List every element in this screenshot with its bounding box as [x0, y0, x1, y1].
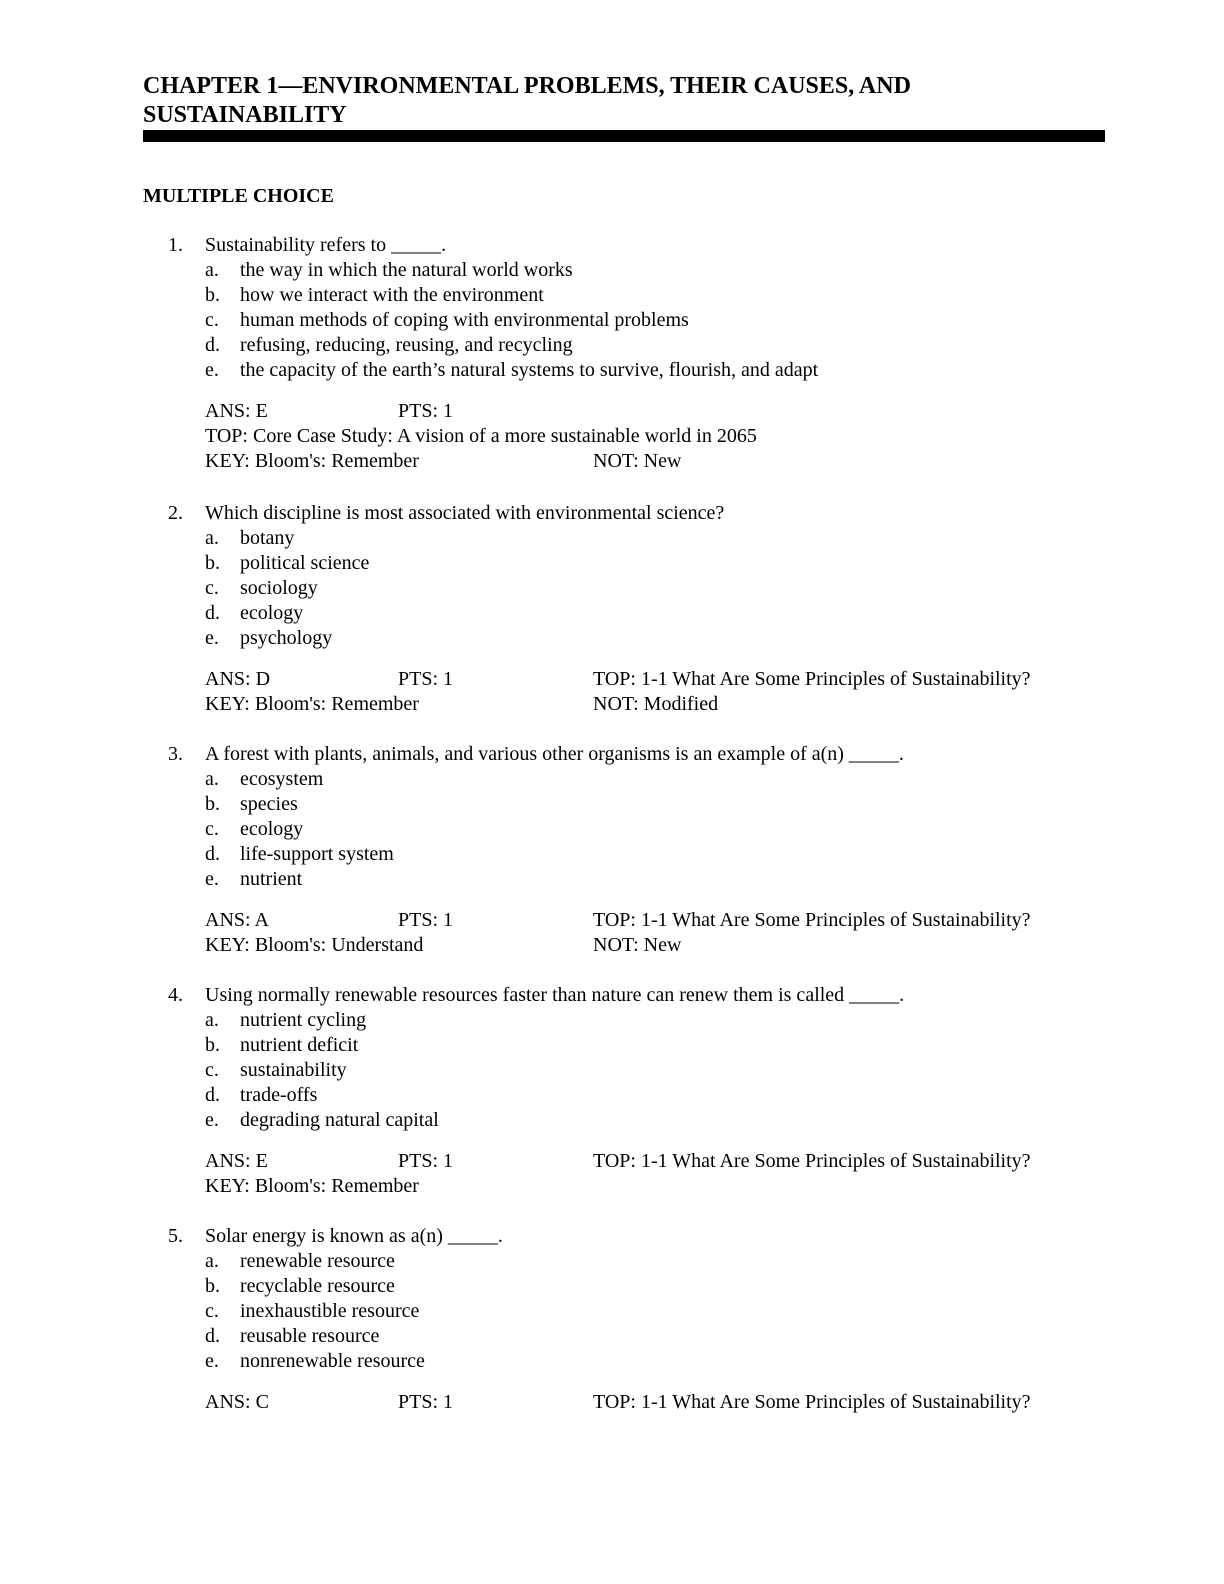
points: PTS: 1 [398, 1391, 454, 1413]
answer-meta [0, 1390, 1224, 1415]
bloom-key: KEY: Bloom's: Remember [205, 693, 419, 715]
bloom-key: KEY: Bloom's: Remember [205, 450, 419, 472]
choice-text: trade-offs [240, 1084, 318, 1106]
question-2 [0, 501, 1224, 717]
answer-key: ANS: A [205, 909, 269, 931]
choice-text: the way in which the natural world works [240, 259, 573, 281]
choice-a: a. ecosystem [205, 768, 324, 790]
choice-text: the capacity of the earth’s natural systems to survive, flourish, and adapt [240, 359, 819, 381]
answer-key: ANS: E [205, 400, 268, 422]
choice-text: life-support system [240, 843, 394, 865]
answer-meta [0, 667, 1224, 717]
question-number: 5. [168, 1225, 183, 1247]
choice-b: b. how we interact with the environment [205, 284, 544, 306]
choice-text: inexhaustible resource [240, 1300, 420, 1322]
question-1 [0, 233, 1224, 474]
choice-text: reusable resource [240, 1325, 380, 1347]
choice-e: e. the capacity of the earth’s natural systems to survive, flourish, and adapt [205, 359, 819, 381]
chapter-title: CHAPTER 1—ENVIRONMENTAL PROBLEMS, THEIR CAUSES, AND SUSTAINABILITY [143, 73, 911, 128]
answer-meta [0, 908, 1224, 958]
note: NOT: Modified [593, 693, 719, 715]
answer-meta [0, 399, 1224, 474]
answer-meta [0, 1149, 1224, 1199]
points: PTS: 1 [398, 400, 454, 422]
choice-text: botany [240, 527, 295, 549]
choice-e: e. nutrient [205, 868, 303, 890]
choice-b: b. recyclable resource [205, 1275, 395, 1297]
choice-text: species [240, 793, 298, 815]
choice-text: refusing, reducing, reusing, and recycling [240, 334, 573, 356]
choice-a: a. botany [205, 527, 295, 549]
question-4 [0, 983, 1224, 1199]
choice-text: recyclable resource [240, 1275, 395, 1297]
question-number: 2. [168, 502, 183, 524]
choice-text: human methods of coping with environmental problems [240, 309, 689, 331]
choice-text: nonrenewable resource [240, 1350, 425, 1372]
question-stem: Sustainability refers to _____. [205, 234, 447, 256]
question-stem: Using normally renewable resources faster than nature can renew them is called _____. [205, 984, 905, 1006]
choice-e: e. nonrenewable resource [205, 1350, 425, 1372]
choice-b: b. political science [205, 552, 370, 574]
choice-c: c. sustainability [205, 1059, 347, 1081]
choice-text: sociology [240, 577, 318, 599]
points: PTS: 1 [398, 1150, 454, 1172]
choice-a: a. the way in which the natural world works [205, 259, 573, 281]
choice-text: psychology [240, 627, 333, 649]
topic: TOP: Core Case Study: A vision of a more sustainable world in 2065 [205, 425, 757, 447]
choice-text: sustainability [240, 1059, 347, 1081]
answer-key: ANS: E [205, 1150, 268, 1172]
choice-c: c. sociology [205, 577, 318, 599]
question-number: 1. [168, 234, 183, 256]
choice-d: d. refusing, reducing, reusing, and recycling [205, 334, 573, 356]
choice-text: ecosystem [240, 768, 324, 790]
note: NOT: New [593, 450, 682, 472]
question-stem: Solar energy is known as a(n) _____. [205, 1225, 503, 1247]
choice-d: d. trade-offs [205, 1084, 318, 1106]
topic: TOP: 1-1 What Are Some Principles of Sustainability? [593, 1391, 1031, 1413]
choice-text: degrading natural capital [240, 1109, 439, 1131]
choice-e: e. degrading natural capital [205, 1109, 439, 1131]
choice-d: d. reusable resource [205, 1325, 380, 1347]
choice-d: d. life-support system [205, 843, 394, 865]
choice-text: ecology [240, 602, 304, 624]
choice-b: b. species [205, 793, 298, 815]
choice-text: nutrient deficit [240, 1034, 359, 1056]
topic: TOP: 1-1 What Are Some Principles of Sustainability? [593, 909, 1031, 931]
choice-a: a. nutrient cycling [205, 1009, 367, 1031]
question-stem: A forest with plants, animals, and various other organisms is an example of a(n) _____. [205, 743, 904, 765]
choice-text: renewable resource [240, 1250, 395, 1272]
choice-text: political science [240, 552, 370, 574]
choice-text: ecology [240, 818, 304, 840]
choice-d: d. ecology [205, 602, 304, 624]
choice-c: c. inexhaustible resource [205, 1300, 420, 1322]
points: PTS: 1 [398, 668, 454, 690]
question-5 [0, 1224, 1224, 1415]
choice-text: nutrient [240, 868, 303, 890]
bloom-key: KEY: Bloom's: Understand [205, 934, 424, 956]
choice-c: c. ecology [205, 818, 304, 840]
choice-b: b. nutrient deficit [205, 1034, 359, 1056]
title-rule [143, 130, 1105, 142]
choice-e: e. psychology [205, 627, 333, 649]
answer-key: ANS: C [205, 1391, 269, 1413]
choice-text: nutrient cycling [240, 1009, 367, 1031]
section-heading: MULTIPLE CHOICE [143, 185, 334, 207]
answer-key: ANS: D [205, 668, 271, 690]
question-3 [0, 742, 1224, 958]
question-number: 3. [168, 743, 183, 765]
question-number: 4. [168, 984, 183, 1006]
question-stem: Which discipline is most associated with environmental science? [205, 502, 725, 524]
topic: TOP: 1-1 What Are Some Principles of Sustainability? [593, 668, 1031, 690]
note: NOT: New [593, 934, 682, 956]
choice-a: a. renewable resource [205, 1250, 395, 1272]
bloom-key: KEY: Bloom's: Remember [205, 1175, 419, 1197]
choice-c: c. human methods of coping with environmental problems [205, 309, 689, 331]
choice-text: how we interact with the environment [240, 284, 544, 306]
points: PTS: 1 [398, 909, 454, 931]
topic: TOP: 1-1 What Are Some Principles of Sustainability? [593, 1150, 1031, 1172]
